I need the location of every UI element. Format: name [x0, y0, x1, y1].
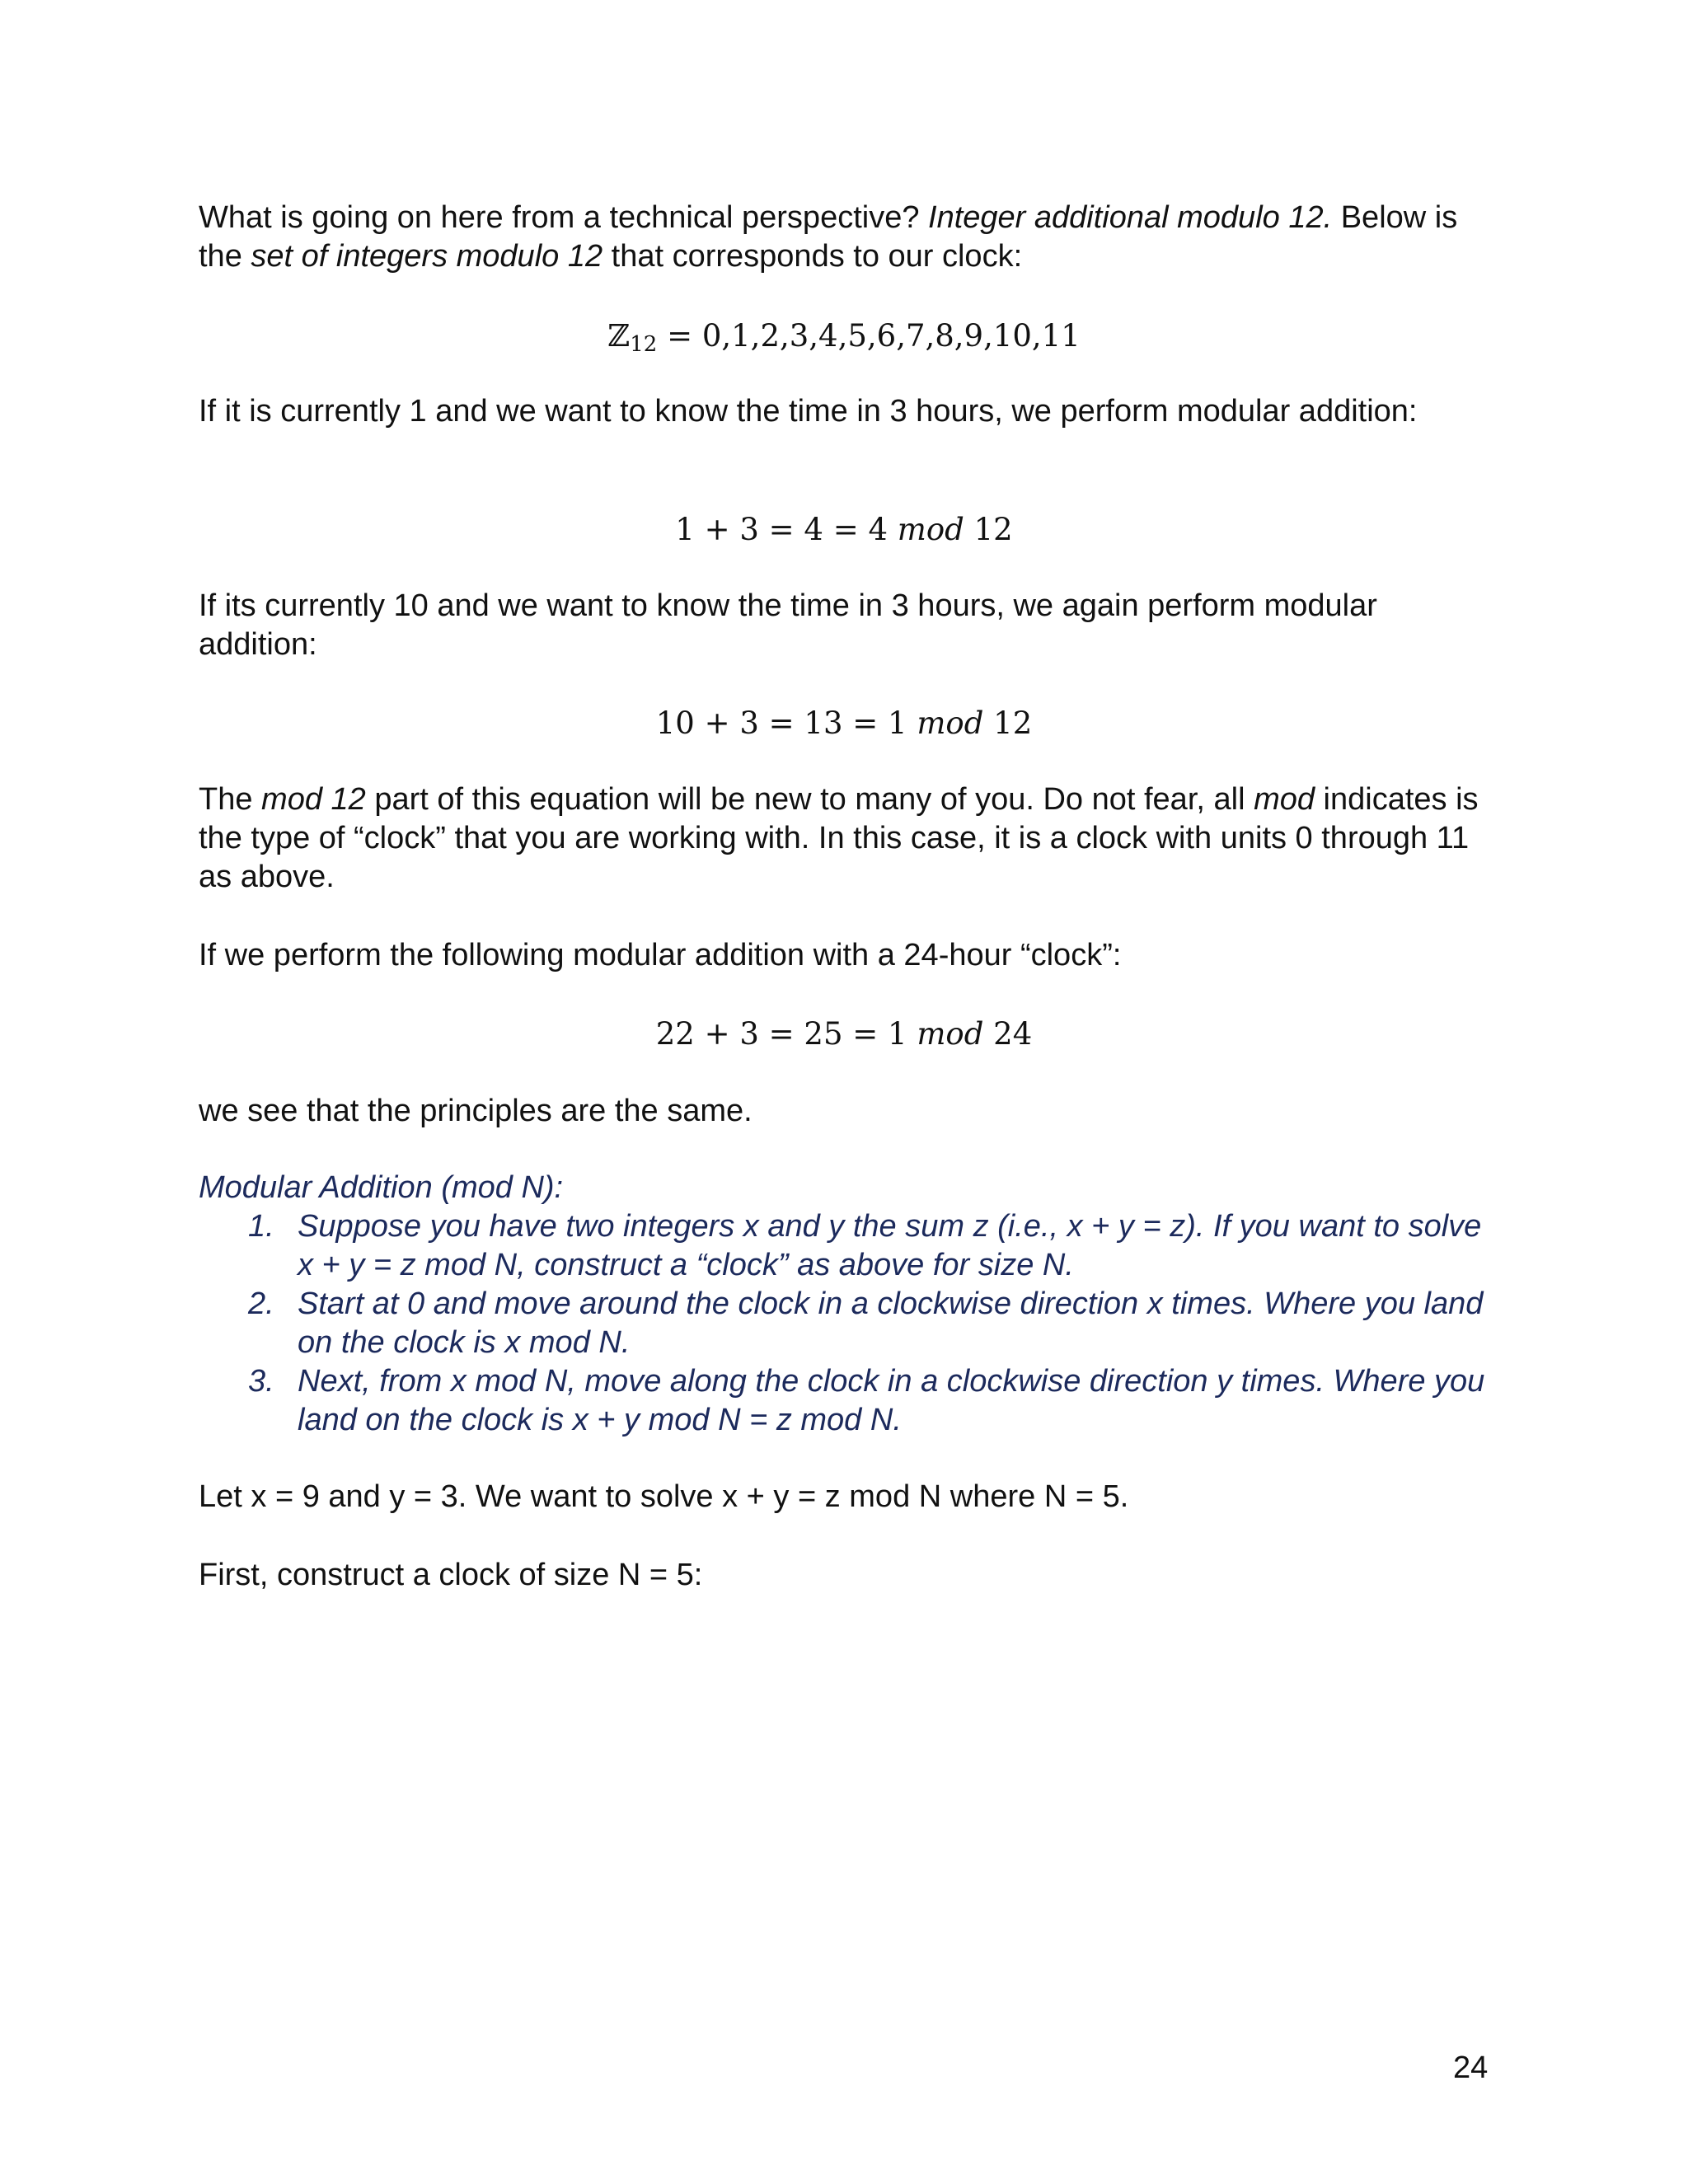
integers-symbol: ℤ — [607, 318, 631, 354]
paragraph-example-1: If it is currently 1 and we want to know the time in 3 hours, we perform modular addition: — [199, 394, 1418, 429]
equation-integer-set — [0, 316, 1688, 355]
intro-italic-set: set of integers modulo 12 — [251, 239, 603, 274]
modulus-subscript: 12 — [630, 332, 658, 357]
paragraph-principles: we see that the principles are the same. — [199, 1094, 753, 1128]
explanation-text-end: indicates is the type of “clock” that you are working with. In this case, it is a clock with units 0 through 11 as above. — [199, 782, 1479, 894]
equation-mod: mod — [917, 705, 984, 741]
explanation-italic-mod12: mod 12 — [261, 782, 366, 817]
equation-rhs: 12 — [983, 705, 1033, 741]
definition-step — [199, 1362, 1493, 1440]
intro-text: What is going on here from a technical perspective? — [199, 200, 929, 235]
equation-24-hour — [0, 1015, 1688, 1053]
explanation-text: The — [199, 782, 262, 817]
equation-mod: mod — [917, 1016, 984, 1052]
step-text: Suppose you have two integers x and y the sum z (i.e., x + y = z). If you want to solve x + y = z mod N, construct a “clock” as above for size N. — [298, 1209, 1482, 1282]
equation-lhs: 22 + 3 = 25 = 1 — [655, 1016, 917, 1052]
paragraph-example-setup: Let x = 9 and y = 3. We want to solve x + y = z mod N where N = 5. — [199, 1479, 1129, 1514]
equation-lhs: 10 + 3 = 13 = 1 — [655, 705, 917, 741]
paragraph-example-2: If its currently 10 and we want to know the time in 3 hours, we again perform modular addition: — [199, 588, 1377, 662]
equation-rhs: 12 — [964, 512, 1013, 547]
explanation-text-mid: part of this equation will be new to many of you. Do not fear, all — [365, 782, 1254, 817]
equation-mod: mod — [897, 512, 964, 547]
step-text: Start at 0 and move around the clock in a clockwise direction x times. Where you land on the clock is x mod N. — [298, 1286, 1484, 1360]
set-elements: = 0,1,2,3,4,5,6,7,8,9,10,11 — [657, 318, 1081, 354]
step-number: 3. — [248, 1364, 274, 1399]
intro-italic-term: Integer additional modulo 12. — [928, 200, 1333, 235]
step-number: 2. — [248, 1286, 274, 1321]
step-number: 1. — [248, 1209, 274, 1244]
equation-lhs: 1 + 3 = 4 = 4 — [675, 512, 898, 547]
paragraph-mod-explanation — [199, 780, 1493, 897]
equation-rhs: 24 — [983, 1016, 1033, 1052]
definition-step — [199, 1285, 1493, 1362]
paragraph-construct-clock: First, construct a clock of size N = 5: — [199, 1558, 703, 1592]
intro-text-end: that corresponds to our clock: — [603, 239, 1023, 274]
explanation-italic-mod: mod — [1254, 782, 1315, 817]
intro-paragraph — [199, 199, 1493, 276]
definition-steps — [199, 1207, 1493, 1440]
intro-text-mid: Below is the — [199, 200, 1458, 274]
step-text: Next, from x mod N, move along the clock in a clockwise direction y times. Where you land on the clock is x + y mod N = z mod N. — [298, 1364, 1485, 1437]
equation-example-2 — [0, 704, 1688, 743]
equation-example-1 — [0, 510, 1688, 549]
paragraph-24-hour: If we perform the following modular addition with a 24-hour “clock”: — [199, 938, 1122, 972]
definition-title: Modular Addition (mod N): — [199, 1170, 564, 1205]
page-number: 24 — [1453, 2050, 1489, 2085]
definition-step — [199, 1207, 1493, 1285]
